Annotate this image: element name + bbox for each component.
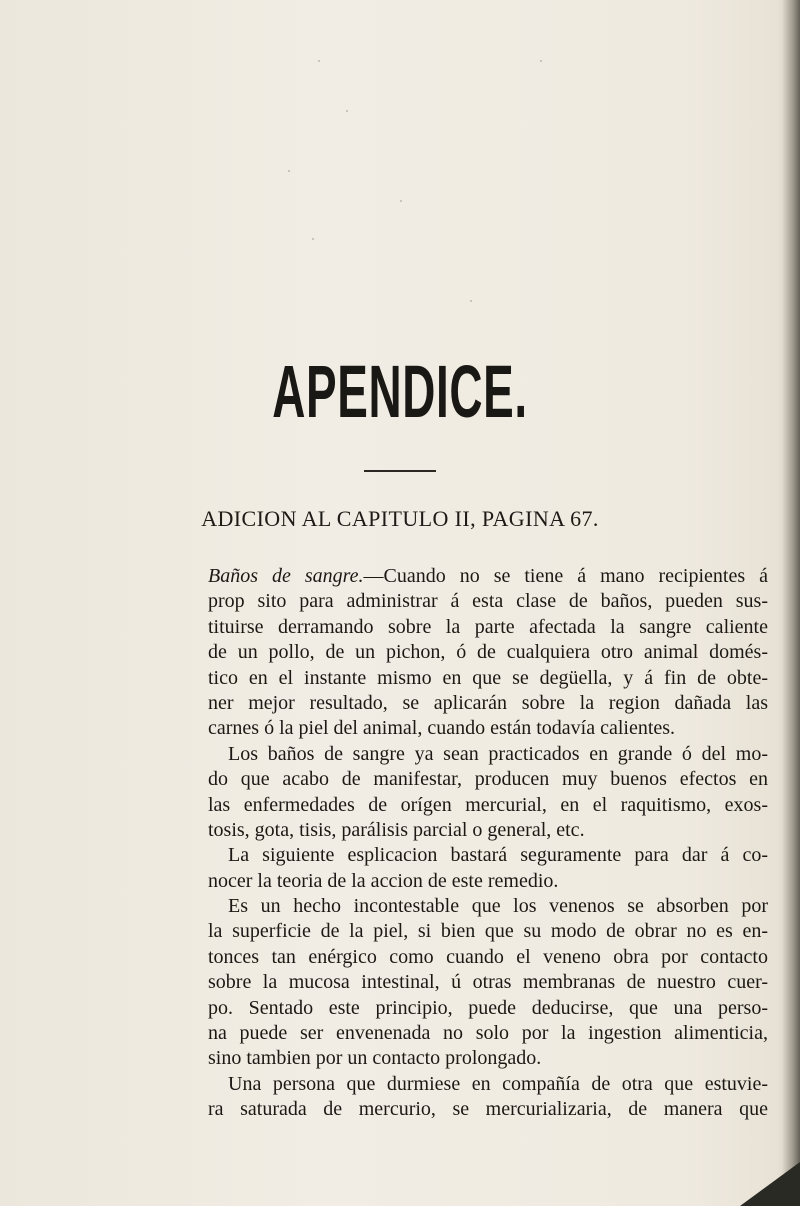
text-line: Los baños de sangre ya sean practicados en grande ó del mo-: [228, 742, 768, 765]
section-subtitle: ADICION AL CAPITULO II, PAGINA 67.: [201, 506, 599, 531]
text-line: la superficie de la piel, si bien que su modo de obrar no es en-: [208, 920, 768, 943]
text-line: Es un hecho incontestable que los venenos se absorben por: [228, 895, 768, 918]
text-line: prop sito para administrar á esta clase de baños, pueden sus-: [208, 590, 768, 613]
text-line: tico en el instante mismo en que se degüella, y á fin de obte-: [208, 666, 768, 689]
text-line: po. Sentado este principio, puede deducirse, que una perso-: [208, 996, 768, 1019]
paragraph-heading: Baños de sangre.: [208, 565, 364, 587]
page-edge-shadow: [782, 0, 800, 1206]
text-line: nocer la teoria de la accion de este remedio.: [208, 869, 559, 892]
text-line: ner mejor resultado, se aplicarán sobre la region dañada las: [208, 691, 768, 714]
text-line: las enfermedades de orígen mercurial, en el raquitismo, exos-: [208, 793, 768, 816]
title-divider: [364, 470, 436, 472]
text-line: sobre la mucosa intestinal, ú otras membranas de nuestro cuer-: [208, 971, 768, 994]
text-line-1: [208, 564, 768, 589]
page-title: APENDICE.: [272, 350, 528, 433]
text-line: na puede ser envenenada no solo por la ingestion alimenticia,: [208, 1022, 768, 1045]
text-line: carnes ó la piel del animal, cuando están todavía calientes.: [208, 717, 676, 740]
text-line: do que acabo de manifestar, producen muy buenos efectos en: [208, 768, 768, 791]
body-text: [208, 564, 768, 1123]
text-line: La siguiente esplicacion bastará seguramente para dar á co-: [228, 844, 768, 867]
text-line: tosis, gota, tisis, parálisis parcial o general, etc.: [208, 818, 585, 841]
text-line: tituirse derramando sobre la parte afectada la sangre caliente: [208, 615, 768, 638]
text-line: tonces tan enérgico como cuando el veneno obra por contacto: [208, 945, 768, 968]
page-corner: [740, 1162, 800, 1206]
text-line: Una persona que durmiese en compañía de otra que estuvie-: [228, 1072, 768, 1095]
text-line: de un pollo, de un pichon, ó de cualquiera otro animal domés-: [208, 641, 768, 664]
text-line: ra saturada de mercurio, se mercurializaria, de manera que: [208, 1098, 768, 1121]
line-text: —Cuando no se tiene á mano recipientes á: [363, 565, 768, 587]
text-line: sino tambien por un contacto prolongado.: [208, 1047, 542, 1070]
